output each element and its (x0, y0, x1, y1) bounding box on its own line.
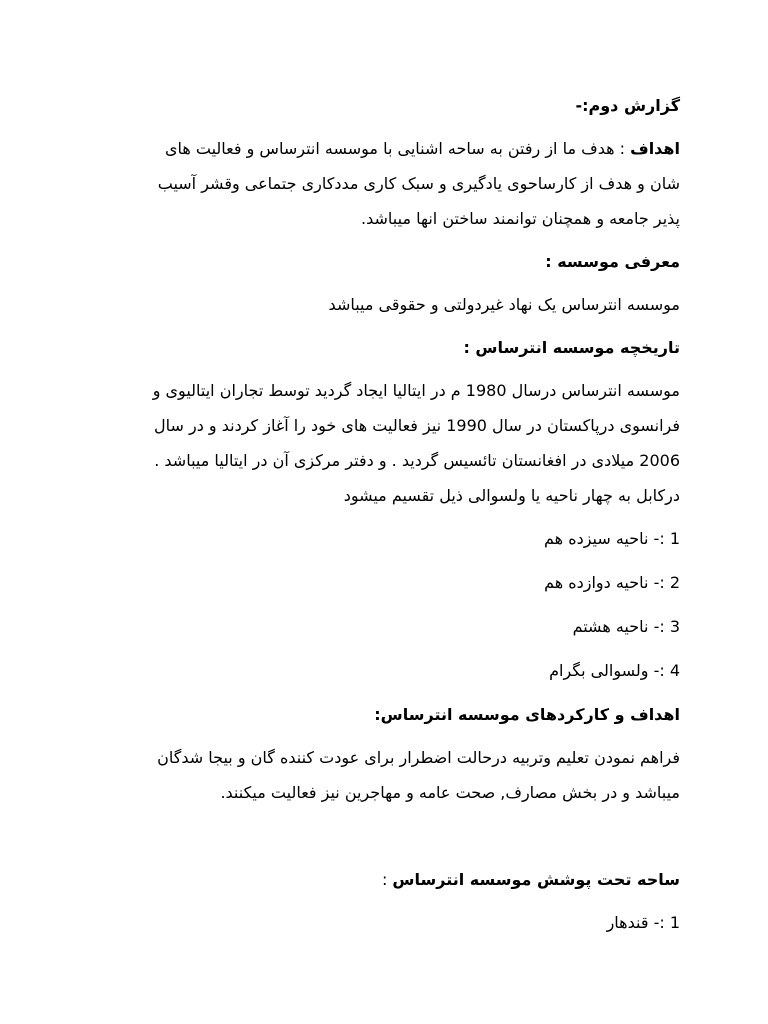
history-line-3: 2006 میلادی در افغانستان تائسیس گردید . و دفتر مرکزی آن در ایتالیا میباشد . (154, 451, 680, 470)
list-item: 4 :- ولسوالی بگرام (549, 661, 680, 680)
list-item: 1 :- ناحیه سیزده هم (544, 529, 680, 548)
list-item: 1 :- قندهار (606, 913, 680, 932)
report-title: گزارش دوم:- (575, 96, 680, 115)
history-paragraph (92, 373, 680, 513)
districts-list (92, 521, 680, 688)
coverage-heading-line (92, 862, 680, 897)
goals-line-1: فراهم نمودن تعلیم وتربیه درحالت اضطرار برای عودت کننده گان و بیجا شدگان (157, 748, 680, 767)
goals-heading: اهداف و کارکردهای موسسه انترساس: (374, 705, 680, 724)
objectives-text-1: : هدف ما از رفتن به ساحه اشنایی با موسسه انترساس و فعالیت های (164, 139, 631, 158)
history-line-2: فرانسوی درپاکستان در سال 1990 نیز فعالیت های خود را آغاز کردند و در سال (153, 416, 680, 435)
goals-line-2: میباشد و در بخش مصارف, صحت عامه و مهاجرین نیز فعالیت میکنند. (220, 783, 680, 802)
goals-paragraph (92, 740, 680, 810)
objectives-label: اهداف (630, 139, 680, 158)
document-page (92, 88, 680, 949)
section-spacer (92, 818, 680, 862)
objectives-line-1 (92, 131, 680, 166)
history-line-1: موسسه انترساس درسال 1980 م در ایتالیا ایجاد گردید توسط تجاران ایتالیوی و (152, 381, 680, 400)
list-item: 3 :- ناحیه هشتم (572, 617, 680, 636)
coverage-heading: ساحه تحت پوشش موسسه انترساس (392, 870, 680, 889)
objectives-paragraph (92, 131, 680, 236)
history-line-4: درکابل به چهار ناحیه یا ولسوالی ذیل تقسیم میشود (343, 486, 680, 505)
intro-heading: معرفی موسسه : (545, 252, 680, 271)
history-heading: تاریخچه موسسه انترساس : (463, 338, 680, 357)
intro-text: موسسه انترساس یک نهاد غیردولتی و حقوقی میباشد (328, 295, 680, 314)
objectives-line-2: شان و هدف از کارساحوی یادگیری و سبک کاری مددکاری جتماعی وقشر آسیب (157, 174, 680, 193)
coverage-heading-suffix: : (381, 870, 393, 889)
list-item: 2 :- ناحیه دوازده هم (544, 573, 680, 592)
objectives-line-3: پذیر جامعه و همچنان توانمند ساختن انها میباشد. (361, 209, 680, 228)
